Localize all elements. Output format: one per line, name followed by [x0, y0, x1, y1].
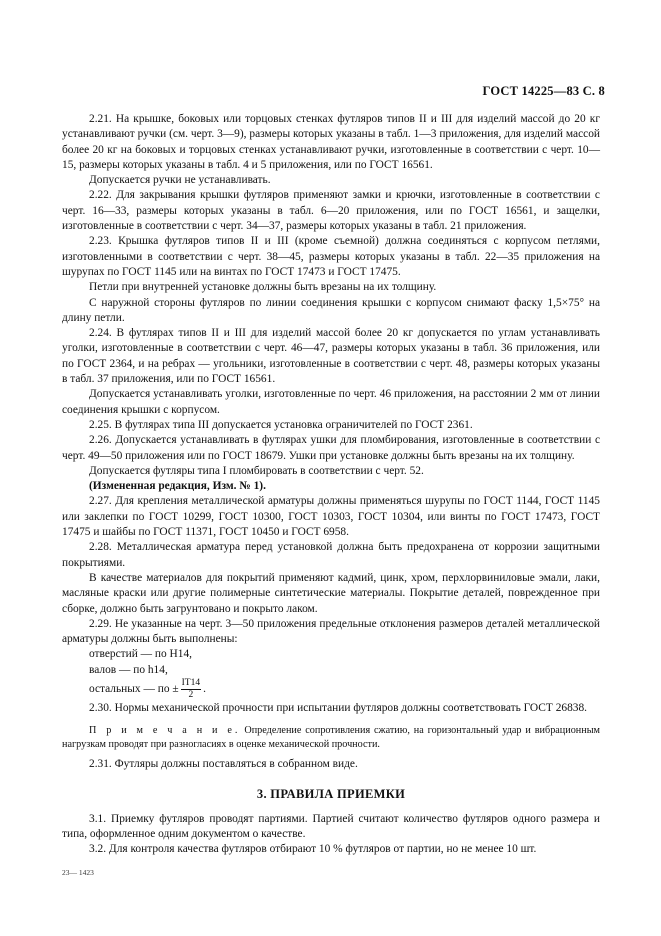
- paragraph-2-27: 2.27. Для крепления металлической арматуры должны применяться шурупы по ГОСТ 1144, ГОСТ 1145 или заклепки по ГОСТ 10299, ГОСТ 10300, ГОСТ 10303, ГОСТ 10304, или винты по ГОСТ 17473, ГОСТ 17475 и шайбы по ГОСТ 11371, ГОСТ 10450 и ГОСТ 6958.: [62, 495, 600, 539]
- paragraph-2-26: 2.26. Допускается устанавливать в футлярах ушки для пломбирования, изготовленные в соответствии с черт. 49—50 приложения или по ГОСТ 18679. Ушки при установке должны быть врезаны на их толщину.: [62, 434, 600, 462]
- tolerance-fraction: [181, 678, 201, 701]
- paragraph-2-30: 2.30. Нормы механической прочности при испытании футляров должны соответствовать ГОСТ 26838.: [89, 701, 588, 714]
- amendment-note: (Измененная редакция, Изм. № 1).: [89, 480, 266, 493]
- paragraph-2-24: 2.24. В футлярах типов II и III для изделий массой более 20 кг допускается по углам устанавливать уголки, изготовленные в соответствии с черт. 46—47, размеры которых указаны в табл. 36 приложения, или по ГОСТ 2364, и на ребрах — угольники, изготовленные в соответствии с черт. 48, размеры которых указаны в табл. 37 приложения, или по ГОСТ 16561.: [62, 327, 600, 386]
- document-body: [62, 112, 600, 858]
- paragraph-2-22: 2.22. Для закрывания крышки футляров применяют замки и крючки, изготовленные в соответствии с черт. 16—33, размеры которых указаны в табл. 6—20 приложения, или по ГОСТ 16561, и защелки, изготовленные в соответствии с черт. 34—37, размеры которых указаны в табл. 21 приложения.: [62, 189, 600, 233]
- paragraph-hinges-inner: Петли при внутренней установке должны быть врезаны на их толщину.: [89, 281, 437, 294]
- tolerance-holes: отверстий — по H14,: [89, 648, 192, 661]
- tolerance-others: [62, 678, 600, 701]
- paragraph-3-2: 3.2. Для контроля качества футляров отбирают 10 % футляров от партии, но не менее 10 шт.: [89, 843, 537, 856]
- section-title: 3. ПРАВИЛА ПРИЕМКИ: [256, 786, 406, 801]
- fraction-numerator: IT14: [181, 677, 201, 688]
- note-label: П р и м е ч а н и е.: [89, 725, 241, 737]
- page-footer-code: 23— 1423: [62, 868, 94, 877]
- paragraph-corners-allowed: Допускается устанавливать уголки, изготовленные по черт. 46 приложения, на расстоянии 2 мм от линии соединения крышки с корпусом.: [62, 388, 600, 416]
- paragraph-sealing: Допускается футляры типа I пломбировать в соответствии с черт. 52.: [89, 464, 424, 477]
- note-text: Определение сопротивления сжатию, на горизонтальный удар и вибрационным нагрузкам проводят при разногласиях в оценке механической прочности.: [62, 725, 600, 750]
- paragraph-2-28: 2.28. Металлическая арматура перед установкой должна быть предохранена от коррозии защитными покрытиями.: [62, 541, 600, 569]
- tolerance-shafts: валов — по h14,: [89, 663, 168, 676]
- paragraph-3-1: 3.1. Приемку футляров проводят партиями. Партией считают количество футляров одного размера и типа, оформленное одним документом о качестве.: [62, 812, 600, 841]
- fraction-denominator: 2: [188, 689, 194, 700]
- paragraph-coating-materials: В качестве материалов для покрытий применяют кадмий, цинк, хром, перхлорвиниловые эмали, лаки, масляные краски или другие полимерные синтетические материалы. Покрытие деталей, поврежденное при сборке, должно быть загрунтовано и покрыто лаком.: [62, 571, 600, 615]
- paragraph-2-23: 2.23. Крышка футляров типов II и III (кроме съемной) должна соединяться с корпусом петлями, изготовленными в соответствии с черт. 38—45, размеры которых указаны в табл. 22—35 приложения на шурупах по ГОСТ 1145 или на винтах по ГОСТ 17473 и ГОСТ 17475.: [62, 235, 600, 278]
- paragraph-2-25: 2.25. В футлярах типа III допускается установка ограничителей по ГОСТ 2361.: [89, 418, 473, 431]
- tolerance-others-suffix: .: [203, 682, 206, 695]
- paragraph-2-31: 2.31. Футляры должны поставляться в собранном виде.: [89, 758, 358, 771]
- paragraph-handles-optional: Допускается ручки не устанавливать.: [89, 174, 271, 187]
- note-block: [62, 724, 600, 751]
- paragraph-chamfer: С наружной стороны футляров по линии соединения крышки с корпусом снимают фаску 1,5×75° на длину петли.: [62, 296, 600, 324]
- page-header: ГОСТ 14225—83 С. 8: [482, 84, 605, 98]
- paragraph-2-21: 2.21. На крышке, боковых или торцовых стенках футляров типов II и III для изделий массой до 20 кг устанавливают ручки (см. черт. 3—9), размеры которых указаны в табл. 1—3 приложения, для изделий массой более 20 кг на боковых и торцовых стенках устанавливают ручки, изготовленные в соответствии с черт. 10—15, размеры которых указаны в табл. 4 и 5 приложения, или по ГОСТ 16561.: [62, 113, 600, 171]
- paragraph-2-29: 2.29. Не указанные на черт. 3—50 приложения предельные отклонения размеров деталей металлической арматуры должны быть выполнены:: [62, 617, 600, 646]
- tolerance-others-prefix: остальных — по ±: [89, 682, 179, 695]
